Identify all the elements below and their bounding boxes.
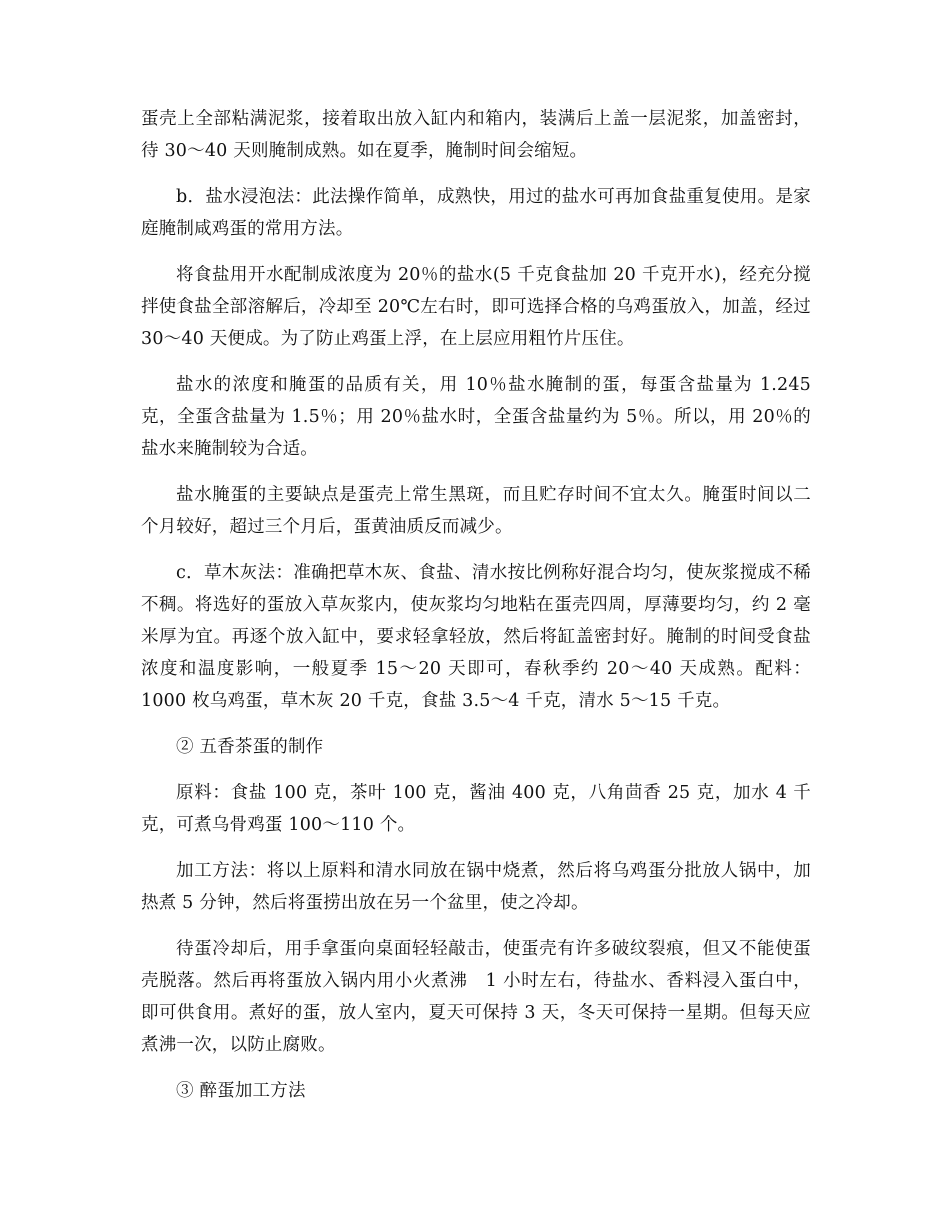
paragraph-tea-egg-cracking: 待蛋冷却后，用手拿蛋向桌面轻轻敲击，使蛋壳有许多破纹裂痕，但又不能使蛋壳脱落。然后再将蛋放入锅内用小火煮沸 1 小时左右，待盐水、香料浸入蛋白中，即可供食用。煮好的蛋，放人室内，夏天可保持 3 天，冬天可保持一星期。但每天应煮沸一次，以防止腐败。 bbox=[141, 939, 811, 1055]
section-heading-drunken-eggs: ③ 醉蛋加工方法 bbox=[176, 1081, 306, 1101]
paragraph-tea-egg-processing: 加工方法：将以上原料和清水同放在锅中烧煮，然后将乌鸡蛋分批放人锅中，加热煮 5 分钟，然后将蛋捞出放在另一个盆里，使之冷却。 bbox=[141, 861, 811, 913]
section-heading-spiced-tea-eggs: ② 五香茶蛋的制作 bbox=[176, 737, 324, 757]
paragraph-plant-ash-method: c．草木灰法：准确把草木灰、食盐、清水按比例称好混合均匀，使灰浆搅成不稀不稠。将选好的蛋放入草灰浆内，使灰浆均匀地粘在蛋壳四周，厚薄要均匀，约 2 毫米厚为宜。再逐个放入缸中，要求轻拿轻放，然后将缸盖密封好。腌制的时间受食盐浓度和温度影响，一般夏季 15～20 天即可，春秋季约 20～40 天成熟。配料：1000 枚乌鸡蛋，草木灰 20 千克，食盐 3.5～4 千克，清水 5～15 千克。 bbox=[141, 563, 811, 711]
paragraph-brine-soaking-method: b．盐水浸泡法：此法操作简单，成熟快，用过的盐水可再加食盐重复使用。是家庭腌制咸鸡蛋的常用方法。 bbox=[141, 187, 811, 239]
document-page bbox=[141, 103, 811, 1121]
paragraph-brine-drawbacks: 盐水腌蛋的主要缺点是蛋壳上常生黑斑，而且贮存时间不宜太久。腌蛋时间以二个月较好，超过三个月后，蛋黄油质反而减少。 bbox=[141, 485, 811, 537]
paragraph-brine-preparation: 将食盐用开水配制成浓度为 20％的盐水(5 千克食盐加 20 千克开水)，经充分搅拌使食盐全部溶解后，冷却至 20℃左右时，即可选择合格的乌鸡蛋放入，加盖，经过 30～40 天便成。为了防止鸡蛋上浮，在上层应用粗竹片压住。 bbox=[141, 265, 811, 349]
paragraph-brine-concentration: 盐水的浓度和腌蛋的品质有关，用 10％盐水腌制的蛋，每蛋含盐量为 1.245 克，全蛋含盐量为 1.5％；用 20％盐水时，全蛋含盐量约为 5％。所以，用 20％的盐水来腌制较为合适。 bbox=[141, 375, 811, 459]
paragraph-mud-coating-continued: 蛋壳上全部粘满泥浆，接着取出放入缸内和箱内，装满后上盖一层泥浆，加盖密封，待 30～40 天则腌制成熟。如在夏季，腌制时间会缩短。 bbox=[141, 109, 811, 161]
paragraph-tea-egg-ingredients: 原料：食盐 100 克，茶叶 100 克，酱油 400 克，八角茴香 25 克，加水 4 千克，可煮乌骨鸡蛋 100～110 个。 bbox=[141, 783, 811, 835]
